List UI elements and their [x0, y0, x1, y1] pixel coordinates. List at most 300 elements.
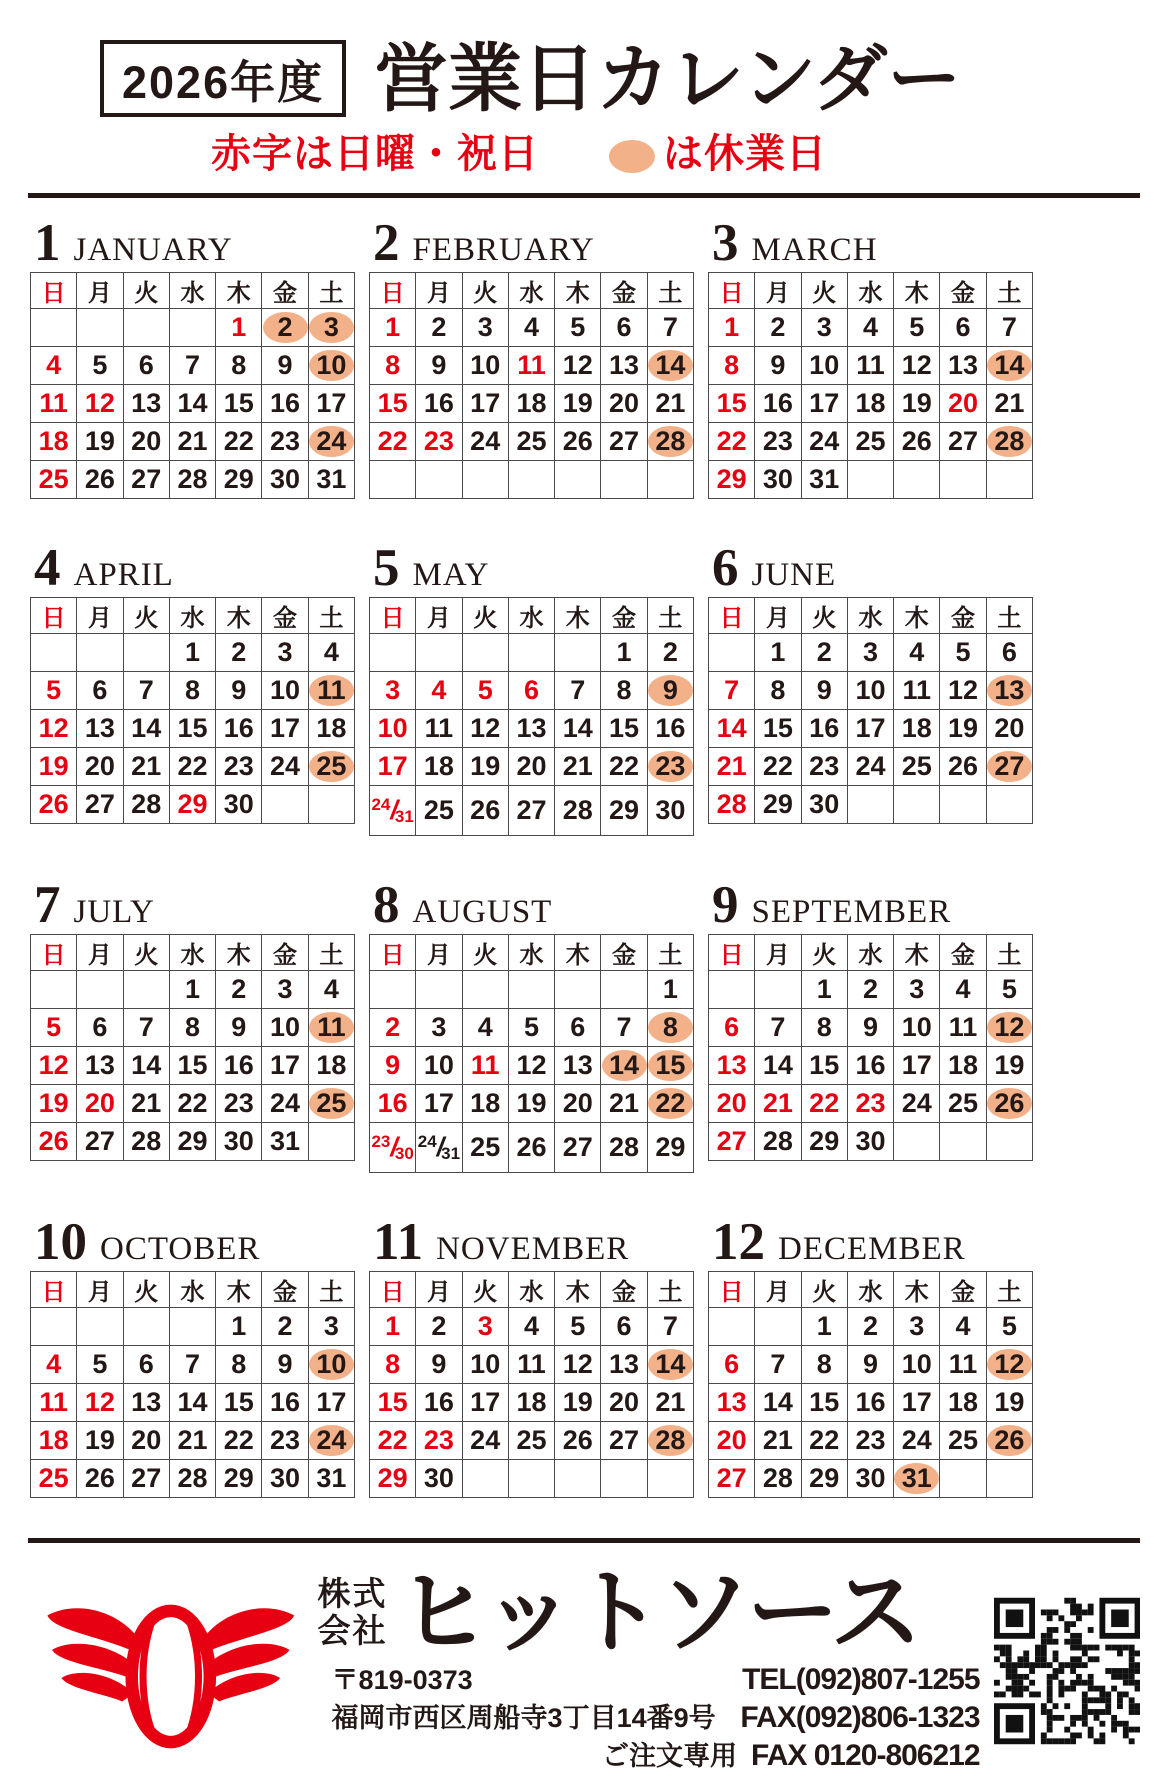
date-cell	[940, 1307, 986, 1345]
date-number: 9	[431, 349, 447, 380]
date-cell	[601, 1345, 647, 1383]
date-cell	[601, 1307, 647, 1345]
empty-cell	[370, 633, 416, 671]
legend-red-text: 赤字は日曜・祝日	[211, 131, 539, 176]
date-cell	[755, 709, 801, 747]
month-number: 9	[712, 875, 739, 934]
month-title	[30, 1212, 355, 1271]
date-cell	[647, 1122, 693, 1172]
week-row	[709, 384, 1033, 422]
date-number: 9	[231, 674, 247, 705]
weekday-header-mon: 月	[755, 934, 801, 970]
date-cell	[169, 384, 215, 422]
closed-day-cell	[647, 346, 693, 384]
date-number: 25	[316, 750, 347, 781]
date-cell	[601, 308, 647, 346]
week-row	[31, 1459, 355, 1497]
week-row	[709, 633, 1033, 671]
date-cell	[262, 970, 308, 1008]
weekday-header-thu: 木	[894, 272, 940, 308]
date-number: 28	[177, 1462, 208, 1493]
date-number: 2	[862, 973, 878, 1004]
date-number: 4	[523, 1310, 539, 1341]
date-number: 14	[762, 1049, 793, 1080]
date-cell	[123, 1046, 169, 1084]
date-cell	[370, 671, 416, 709]
month-table	[708, 1271, 1033, 1498]
closed-day-oval	[648, 675, 693, 706]
date-cell	[370, 1008, 416, 1046]
date-cell	[262, 384, 308, 422]
date-cell	[31, 1122, 77, 1160]
empty-cell	[894, 785, 940, 823]
date-number: 12	[901, 349, 932, 380]
date-number: 9	[770, 349, 786, 380]
date-cell	[847, 671, 893, 709]
header-divider	[28, 193, 1140, 198]
date-number: 25	[516, 1424, 547, 1455]
week-row	[709, 671, 1033, 709]
month-november	[369, 1212, 694, 1498]
date-cell	[940, 1383, 986, 1421]
weekday-header-thu: 木	[555, 272, 601, 308]
empty-cell	[370, 970, 416, 1008]
date-cell	[416, 1084, 462, 1122]
date-cell	[216, 1421, 262, 1459]
weekday-header-row	[709, 272, 1033, 308]
date-cell	[31, 747, 77, 785]
date-cell	[169, 460, 215, 498]
month-table	[369, 597, 694, 836]
date-number: 23	[855, 1424, 886, 1455]
date-cell	[894, 1421, 940, 1459]
date-number: 6	[724, 1011, 740, 1042]
date-number: 24	[901, 1087, 932, 1118]
qr-code	[994, 1596, 1140, 1746]
closed-day-cell	[647, 671, 693, 709]
weekday-header-wed: 水	[847, 1271, 893, 1307]
date-cell	[216, 1122, 262, 1160]
date-number: 22	[223, 425, 254, 456]
date-cell	[508, 1345, 554, 1383]
date-number: 14	[177, 387, 208, 418]
date-number: 25	[516, 425, 547, 456]
split-date-top: 24	[417, 1131, 437, 1151]
date-cell	[709, 1084, 755, 1122]
date-number: 16	[855, 1386, 886, 1417]
date-number: 26	[38, 1125, 69, 1156]
weekday-header-thu: 木	[555, 1271, 601, 1307]
weekday-header-sun: 日	[31, 1271, 77, 1307]
date-cell	[169, 1122, 215, 1160]
month-name: MAY	[412, 556, 490, 593]
closed-day-cell	[647, 1421, 693, 1459]
split-date	[371, 1132, 413, 1162]
date-cell	[801, 1084, 847, 1122]
date-cell	[555, 1307, 601, 1345]
empty-cell	[169, 1307, 215, 1345]
date-number: 24	[855, 750, 886, 781]
date-cell	[801, 785, 847, 823]
date-cell	[801, 1046, 847, 1084]
date-number: 25	[901, 750, 932, 781]
month-table	[30, 272, 355, 499]
date-cell	[847, 747, 893, 785]
empty-cell	[940, 1459, 986, 1497]
date-cell	[31, 709, 77, 747]
date-cell	[31, 1008, 77, 1046]
date-cell	[847, 422, 893, 460]
date-number: 23	[223, 1087, 254, 1118]
date-cell	[508, 1383, 554, 1421]
weekday-header-sun: 日	[370, 934, 416, 970]
date-number: 29	[177, 788, 208, 819]
date-cell	[940, 346, 986, 384]
date-cell	[462, 384, 508, 422]
date-number: 15	[716, 387, 747, 418]
date-number: 22	[655, 1087, 686, 1118]
weekday-header-tue: 火	[462, 272, 508, 308]
date-number: 23	[423, 1424, 454, 1455]
date-number: 6	[955, 311, 971, 342]
date-number: 29	[809, 1462, 840, 1493]
date-number: 19	[516, 1087, 547, 1118]
date-number: 5	[523, 1011, 539, 1042]
date-cell	[986, 970, 1032, 1008]
date-number: 2	[431, 311, 447, 342]
date-number: 17	[809, 387, 840, 418]
weekday-header-fri: 金	[262, 272, 308, 308]
week-row	[31, 785, 355, 823]
date-number: 1	[385, 311, 401, 342]
date-number: 14	[655, 349, 686, 380]
date-number: 6	[138, 1348, 154, 1379]
date-cell	[940, 671, 986, 709]
date-cell	[216, 785, 262, 823]
date-cell	[416, 709, 462, 747]
date-cell	[31, 785, 77, 823]
week-row	[370, 747, 694, 785]
date-number: 15	[809, 1386, 840, 1417]
date-number: 24	[470, 425, 501, 456]
date-number: 12	[84, 1386, 115, 1417]
date-cell	[308, 1383, 354, 1421]
week-row	[31, 709, 355, 747]
week-row	[370, 785, 694, 835]
date-number: 17	[470, 1386, 501, 1417]
date-number: 6	[724, 1348, 740, 1379]
empty-cell	[601, 460, 647, 498]
date-number: 4	[477, 1011, 493, 1042]
weekday-header-wed: 水	[847, 272, 893, 308]
empty-cell	[940, 1122, 986, 1160]
date-cell	[647, 785, 693, 835]
date-cell	[262, 1307, 308, 1345]
date-cell	[416, 346, 462, 384]
week-row	[709, 460, 1033, 498]
date-number: 27	[716, 1125, 747, 1156]
date-number: 19	[470, 750, 501, 781]
date-cell	[847, 1008, 893, 1046]
empty-cell	[986, 785, 1032, 823]
date-cell	[462, 1421, 508, 1459]
week-row	[31, 1307, 355, 1345]
closed-day-oval	[309, 426, 354, 457]
legend	[0, 122, 1168, 179]
date-number: 15	[377, 387, 408, 418]
date-number: 17	[270, 1049, 301, 1080]
date-cell	[894, 747, 940, 785]
date-number: 18	[516, 1386, 547, 1417]
week-row	[709, 709, 1033, 747]
date-cell	[169, 970, 215, 1008]
year-badge: 2026年度	[100, 40, 346, 117]
date-cell	[169, 671, 215, 709]
date-number: 24	[316, 1424, 347, 1455]
date-number: 8	[816, 1348, 832, 1379]
date-cell	[508, 671, 554, 709]
month-table	[708, 934, 1033, 1161]
date-number: 7	[1001, 311, 1017, 342]
date-cell	[555, 384, 601, 422]
date-cell	[462, 747, 508, 785]
company-logo-wings-ball-icon	[38, 1577, 304, 1765]
date-number: 19	[562, 387, 593, 418]
closed-day-oval	[648, 751, 693, 782]
order-label: ご注文専用	[602, 1741, 738, 1772]
empty-cell	[601, 970, 647, 1008]
date-number: 22	[609, 750, 640, 781]
date-number: 19	[994, 1386, 1025, 1417]
date-cell	[262, 1459, 308, 1497]
weekday-header-wed: 水	[508, 934, 554, 970]
empty-cell	[462, 633, 508, 671]
contact-row-2	[332, 1699, 980, 1737]
date-cell	[370, 1084, 416, 1122]
month-table	[30, 597, 355, 824]
tel-number: TEL(092)807-1255	[742, 1662, 980, 1696]
date-number: 23	[270, 1424, 301, 1455]
split-date-bottom: 30	[394, 1143, 414, 1163]
date-number: 12	[994, 1348, 1025, 1379]
date-number: 22	[809, 1087, 840, 1118]
closed-day-oval	[648, 1088, 693, 1119]
closed-day-cell	[308, 422, 354, 460]
empty-cell	[847, 460, 893, 498]
date-cell	[940, 308, 986, 346]
date-number: 29	[223, 463, 254, 494]
company-prefix-line1: 株式	[317, 1575, 388, 1613]
date-number: 22	[377, 1424, 408, 1455]
date-cell	[123, 1459, 169, 1497]
date-cell	[370, 785, 416, 835]
date-number: 2	[231, 636, 247, 667]
month-title	[708, 1212, 1033, 1271]
closed-day-oval	[648, 1012, 693, 1043]
closed-day-cell	[986, 747, 1032, 785]
date-cell	[647, 709, 693, 747]
date-number: 27	[562, 1131, 593, 1162]
date-number: 3	[323, 1310, 339, 1341]
weekday-header-mon: 月	[416, 272, 462, 308]
date-number: 11	[948, 1348, 978, 1379]
date-number: 17	[377, 750, 408, 781]
date-cell	[601, 384, 647, 422]
date-number: 10	[855, 674, 886, 705]
date-number: 15	[609, 712, 640, 743]
date-number: 16	[270, 1386, 301, 1417]
closed-day-oval	[309, 751, 354, 782]
date-cell	[462, 1383, 508, 1421]
date-cell	[755, 346, 801, 384]
date-cell	[169, 346, 215, 384]
date-number: 11	[902, 674, 932, 705]
weekday-header-wed: 水	[169, 272, 215, 308]
fax-number: FAX(092)806-1323	[740, 1701, 980, 1735]
company-block	[317, 1561, 980, 1776]
date-number: 20	[716, 1087, 747, 1118]
date-cell	[847, 346, 893, 384]
date-number: 28	[562, 794, 593, 825]
weekday-header-tue: 火	[462, 934, 508, 970]
week-row	[31, 633, 355, 671]
week-row	[370, 1421, 694, 1459]
empty-cell	[169, 308, 215, 346]
empty-cell	[555, 633, 601, 671]
date-number: 3	[431, 1011, 447, 1042]
month-title	[30, 538, 355, 597]
date-number: 28	[131, 1125, 162, 1156]
closed-day-cell	[308, 1345, 354, 1383]
date-number: 8	[385, 349, 401, 380]
date-cell	[370, 1421, 416, 1459]
date-cell	[31, 422, 77, 460]
month-name: NOVEMBER	[436, 1230, 630, 1267]
date-cell	[755, 308, 801, 346]
closed-day-cell	[986, 346, 1032, 384]
date-cell	[416, 308, 462, 346]
week-row	[370, 1084, 694, 1122]
date-number: 18	[316, 1049, 347, 1080]
date-number: 3	[477, 1310, 493, 1341]
empty-cell	[370, 460, 416, 498]
weekday-header-sat: 土	[986, 1271, 1032, 1307]
month-name: APRIL	[73, 556, 174, 593]
date-cell	[77, 460, 123, 498]
date-number: 21	[655, 387, 686, 418]
postal-code: 〒819-0373	[331, 1664, 473, 1695]
date-number: 14	[716, 712, 747, 743]
empty-cell	[416, 460, 462, 498]
weekday-header-mon: 月	[416, 934, 462, 970]
date-number: 25	[423, 794, 454, 825]
date-number: 30	[855, 1125, 886, 1156]
date-number: 26	[901, 425, 932, 456]
date-cell	[940, 1008, 986, 1046]
month-june	[708, 538, 1033, 836]
date-cell	[755, 1008, 801, 1046]
date-cell	[31, 1084, 77, 1122]
date-cell	[77, 671, 123, 709]
date-cell	[847, 1307, 893, 1345]
weekday-header-sun: 日	[709, 272, 755, 308]
date-number: 25	[855, 425, 886, 456]
date-cell	[169, 633, 215, 671]
date-cell	[801, 633, 847, 671]
date-number: 21	[994, 387, 1025, 418]
weekday-header-fri: 金	[940, 934, 986, 970]
closed-day-oval	[648, 426, 693, 457]
month-table	[708, 272, 1033, 499]
date-cell	[894, 1345, 940, 1383]
date-number: 28	[655, 1424, 686, 1455]
weekday-header-wed: 水	[169, 934, 215, 970]
date-cell	[31, 671, 77, 709]
month-december	[708, 1212, 1033, 1498]
date-cell	[370, 308, 416, 346]
date-cell	[123, 1421, 169, 1459]
date-cell	[370, 1307, 416, 1345]
weekday-header-mon: 月	[755, 272, 801, 308]
month-title	[369, 875, 694, 934]
date-cell	[755, 1345, 801, 1383]
week-row	[709, 1084, 1033, 1122]
date-cell	[555, 1421, 601, 1459]
date-number: 6	[1001, 636, 1017, 667]
date-number: 16	[223, 1049, 254, 1080]
date-number: 4	[431, 674, 447, 705]
date-cell	[847, 1459, 893, 1497]
date-number: 4	[955, 1310, 971, 1341]
date-cell	[216, 970, 262, 1008]
date-number: 25	[38, 1462, 69, 1493]
weekday-header-row	[370, 272, 694, 308]
date-cell	[709, 747, 755, 785]
date-cell	[123, 1008, 169, 1046]
weekday-header-sat: 土	[647, 1271, 693, 1307]
date-number: 20	[609, 387, 640, 418]
date-number: 13	[562, 1049, 593, 1080]
date-cell	[601, 1383, 647, 1421]
date-number: 20	[994, 712, 1025, 743]
month-name: JANUARY	[73, 231, 233, 268]
month-april	[30, 538, 355, 836]
date-number: 9	[816, 674, 832, 705]
date-number: 30	[270, 463, 301, 494]
date-number: 18	[948, 1386, 979, 1417]
date-cell	[262, 1345, 308, 1383]
split-date-slash: /	[390, 794, 395, 825]
date-cell	[847, 633, 893, 671]
date-number: 24	[809, 425, 840, 456]
date-cell	[216, 1459, 262, 1497]
date-cell	[216, 1345, 262, 1383]
week-row	[370, 1046, 694, 1084]
date-cell	[801, 422, 847, 460]
date-number: 24	[316, 425, 347, 456]
empty-cell	[986, 460, 1032, 498]
date-cell	[894, 633, 940, 671]
date-number: 14	[177, 1386, 208, 1417]
empty-cell	[462, 1459, 508, 1497]
date-cell	[601, 1421, 647, 1459]
week-row	[709, 1421, 1033, 1459]
date-number: 11	[424, 712, 454, 743]
weekday-header-wed: 水	[169, 1271, 215, 1307]
empty-cell	[847, 785, 893, 823]
date-number: 15	[177, 1049, 208, 1080]
date-cell	[508, 1084, 554, 1122]
